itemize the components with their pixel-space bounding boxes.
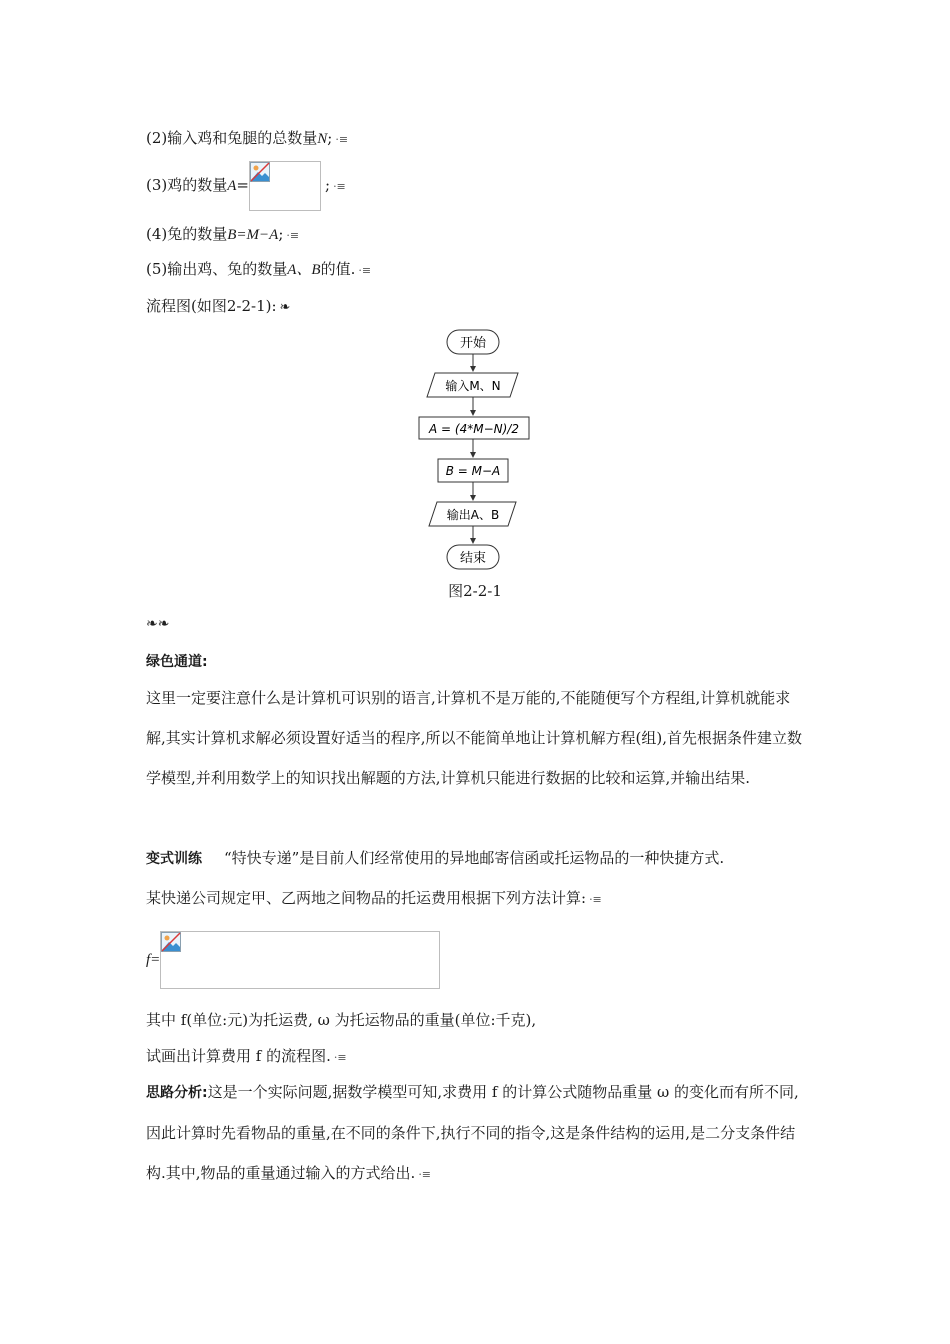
variant-note-1: 其中 f(单位:元)为托运费, ω 为托运物品的重量(单位:千克), bbox=[146, 1011, 537, 1029]
step-2: (2)输入鸡和兔腿的总数量N; ·≡ bbox=[146, 129, 349, 147]
flowchart-caption: 图2-2-1 bbox=[448, 582, 502, 600]
broken-image-icon bbox=[250, 162, 270, 182]
flow-end-label: 结束 bbox=[459, 551, 487, 566]
flourish-divider-icon: ❧❧ bbox=[146, 616, 170, 632]
broken-image-icon bbox=[161, 932, 181, 952]
flourish-icon: ❧ bbox=[279, 300, 291, 315]
flow-calc-a-label: A = (4*M−N)/2 bbox=[429, 422, 519, 436]
flow-intro: 流程图(如图2-2-1): ❧ bbox=[146, 297, 291, 315]
step-4: (4)兔的数量B=M−A; ·≡ bbox=[146, 225, 300, 243]
flow-start-label: 开始 bbox=[459, 336, 487, 351]
variant-line-2: 某快递公司规定甲、乙两地之间物品的托运费用根据下列方法计算: ·≡ bbox=[146, 889, 602, 907]
flow-output-label: 输出A、B bbox=[446, 508, 500, 522]
formula-image-placeholder bbox=[160, 931, 440, 989]
flow-input-label: 输入M、N bbox=[445, 379, 501, 393]
green-text: 这里一定要注意什么是计算机可识别的语言,计算机不是万能的,不能随便写个方程组,计算机就能求解,其实计算机求解必须设置好适当的程序,所以不能简单地让计算机解方程(组),首先根据条件建立数学模型,并利用数学上的知识找出解题的方法,计算机只能进行数据的比较和运算,并输出结果. bbox=[146, 689, 803, 787]
step-5: (5)输出鸡、兔的数量A、B的值. ·≡ bbox=[146, 260, 372, 278]
analysis: 思路分析:这是一个实际问题,据数学模型可知,求费用 f 的计算公式随物品重量 ω 的变化而有所不同,因此计算时先看物品的重量,在不同的条件下,执行不同的指令,这是条件结构的运用,是二分支条件结构.其中,物品的重量通过输入的方式给出. ·≡ bbox=[146, 1083, 799, 1182]
green-heading: 绿色通道: bbox=[146, 654, 208, 670]
flow-calc-b-label: B = M−A bbox=[445, 464, 501, 478]
variant-line-1: 变式训练 “特快专递”是目前人们经常使用的异地邮寄信函或托运物品的一种快捷方式. bbox=[146, 849, 725, 867]
fee-formula: f= bbox=[146, 930, 440, 989]
flowchart bbox=[400, 325, 550, 575]
step-3: (3)鸡的数量A= ; ·≡ bbox=[146, 160, 346, 212]
broken-image-placeholder bbox=[249, 161, 321, 211]
variant-note-2: 试画出计算费用 f 的流程图. ·≡ bbox=[146, 1047, 347, 1065]
